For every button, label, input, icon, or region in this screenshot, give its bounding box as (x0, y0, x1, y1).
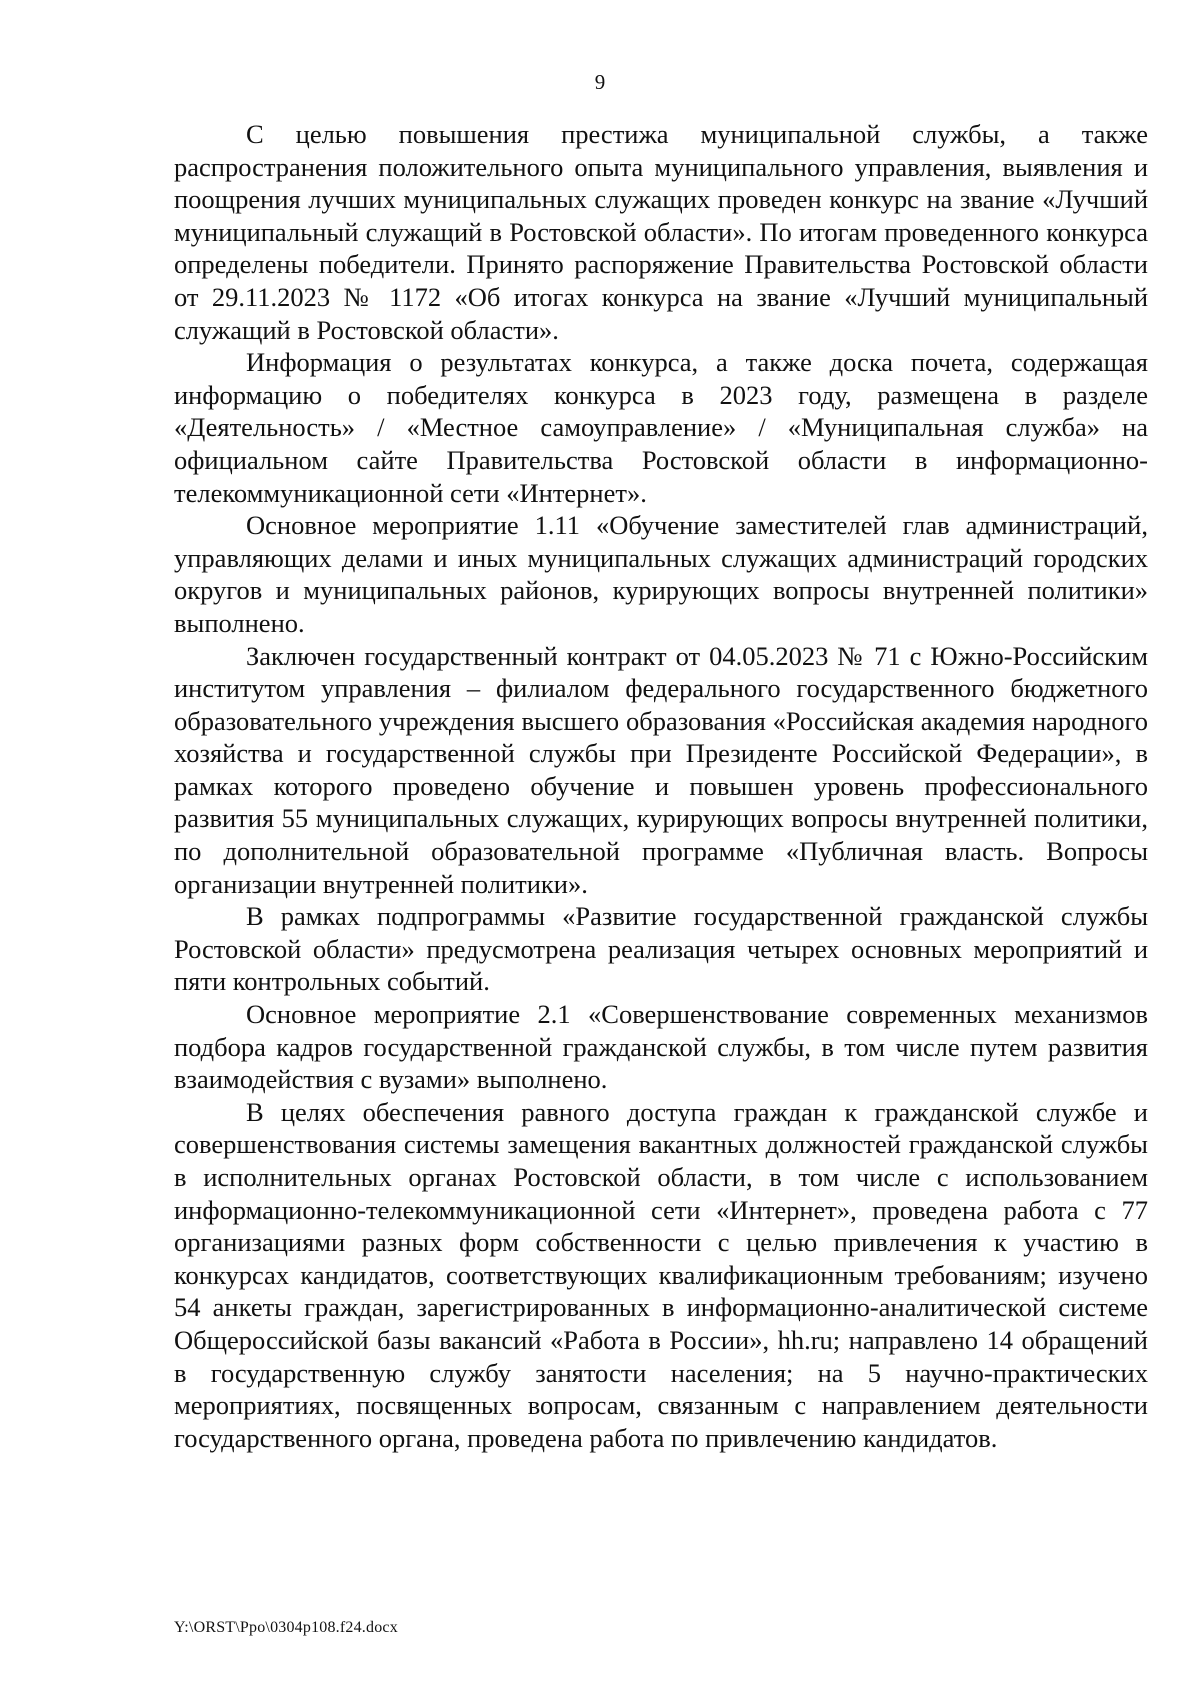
paragraph-state-contract: Заключен государственный контракт от 04.05.2023 № 71 с Южно-Российским институтом управления – филиалом федерального государственного бюджетного образовательного учреждения высшего образования «Российская академия народного хозяйства и государственной службы при Президенте Российской Федерации», в рамках которого проведено обучение и повышен уровень профессионального развития 55 муниципальных служащих, курирующих вопросы внутренней политики, по дополнительной образовательной программе «Публичная власть. Вопросы организации внутренней политики». (174, 640, 1148, 899)
footer-file-path: Y:\ORST\Ppo\0304p108.f24.docx (174, 1619, 398, 1636)
paragraph-measure-1-11: Основное мероприятие 1.11 «Обучение заместителей глав администраций, управляющих делами и иных муниципальных служащих администраций городских округов и муниципальных районов, курирующих вопросы внутренней политики» выполнено. (174, 510, 1148, 638)
document-body (174, 118, 1148, 1454)
paragraph-subprogram: В рамках подпрограммы «Развитие государственной гражданской службы Ростовской области» предусмотрена реализация четырех основных мероприятий и пяти контрольных событий. (174, 901, 1148, 997)
paragraph-contest-results: С целью повышения престижа муниципальной службы, а также распространения положительного опыта муниципального управления, выявления и поощрения лучших муниципальных служащих проведен конкурс на звание «Лучший муниципальный служащий в Ростовской области». По итогам проведенного конкурса определены победители. Принято распоряжение Правительства Ростовской области от 29.11.2023 № 1172 «Об итогах конкурса на звание «Лучший муниципальный служащий в Ростовской области». (174, 119, 1148, 345)
paragraph-equal-access: В целях обеспечения равного доступа граждан к гражданской службе и совершенствования системы замещения вакантных должностей гражданской службы в исполнительных органах Ростовской области, в том числе с использованием информационно-телекоммуникационной сети «Интернет», проведена работа с 77 организациями разных форм собственности с целью привлечения к участию в конкурсах кандидатов, соответствующих квалификационным требованиям; изучено 54 анкеты граждан, зарегистрированных в информационно-аналитической системе Общероссийской базы вакансий «Работа в России», hh.ru; направлено 14 обращений в государственную службу занятости населения; на 5 научно-практических мероприятиях, посвященных вопросам, связанным с направлением деятельности государственного органа, проведена работа по привлечению кандидатов. (174, 1096, 1148, 1453)
page-number: 9 (594, 70, 606, 94)
paragraph-measure-2-1: Основное мероприятие 2.1 «Совершенствование современных механизмов подбора кадров государственной гражданской службы, в том числе путем развития взаимодействия с вузами» выполнено. (174, 999, 1148, 1095)
paragraph-honor-board-info: Информация о результатах конкурса, а также доска почета, содержащая информацию о победителях конкурса в 2023 году, размещена в разделе «Деятельность» / «Местное самоуправление» / «Муниципальная служба» на официальном сайте Правительства Ростовской области в информационно-телекоммуникационной сети «Интернет». (174, 347, 1148, 508)
